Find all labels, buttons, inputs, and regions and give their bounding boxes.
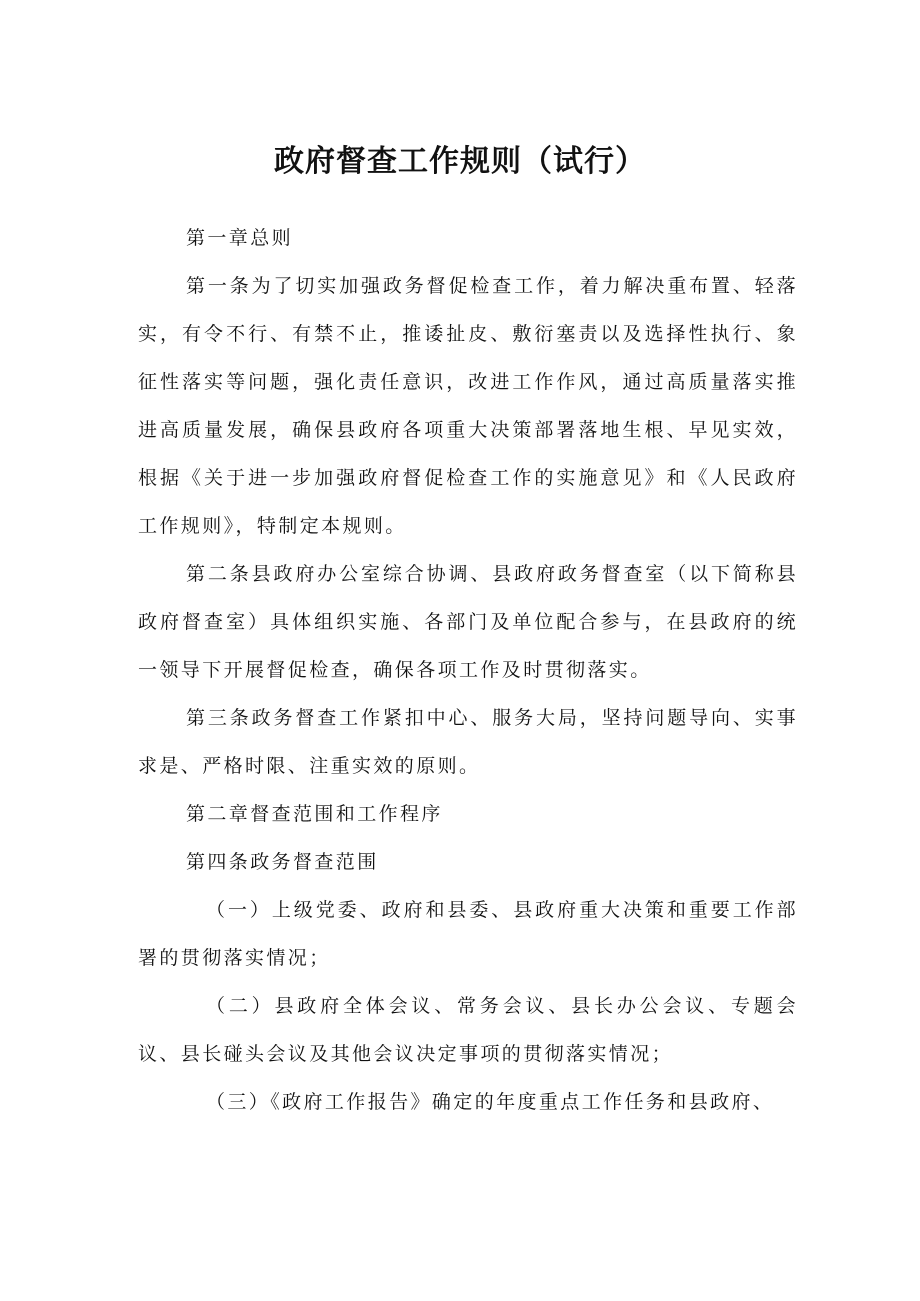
article-paragraph: 第三条政务督查工作紧扣中心、服务大局，坚持问题导向、实事求是、严格时限、注重实效的原则。 xyxy=(138,707,798,777)
article-heading: 第四条政务督查范围 xyxy=(186,851,379,873)
document-body xyxy=(138,214,798,1126)
chapter-heading: 第一章总则 xyxy=(186,227,294,249)
list-item: （二）县政府全体会议、常务会议、县长办公会议、专题会议、县长碰头会议及其他会议决定事项的贯彻落实情况； xyxy=(138,995,798,1065)
list-item: （三）《政府工作报告》确定的年度重点工作任务和县政府、 xyxy=(206,1091,775,1113)
article-paragraph: 第二条县政府办公室综合协调、县政府政务督查室（以下简称县政府督查室）具体组织实施、各部门及单位配合参与，在县政府的统一领导下开展督促检查，确保各项工作及时贯彻落实。 xyxy=(138,563,798,681)
chapter-heading: 第二章督查范围和工作程序 xyxy=(186,803,443,825)
document-title: 政府督查工作规则（试行） xyxy=(274,144,646,179)
list-item: （一）上级党委、政府和县委、县政府重大决策和重要工作部署的贯彻落实情况； xyxy=(138,899,798,969)
article-paragraph: 第一条为了切实加强政务督促检查工作，着力解决重布置、轻落实，有令不行、有禁不止，推诿扯皮、敷衍塞责以及选择性执行、象征性落实等问题，强化责任意识，改进工作作风，通过高质量落实推进高质量发展，确保县政府各项重大决策部署落地生根、早见实效，根据《关于进一步加强政府督促检查工作的实施意见》和《人民政府工作规则》，特制定本规则。 xyxy=(138,275,798,537)
